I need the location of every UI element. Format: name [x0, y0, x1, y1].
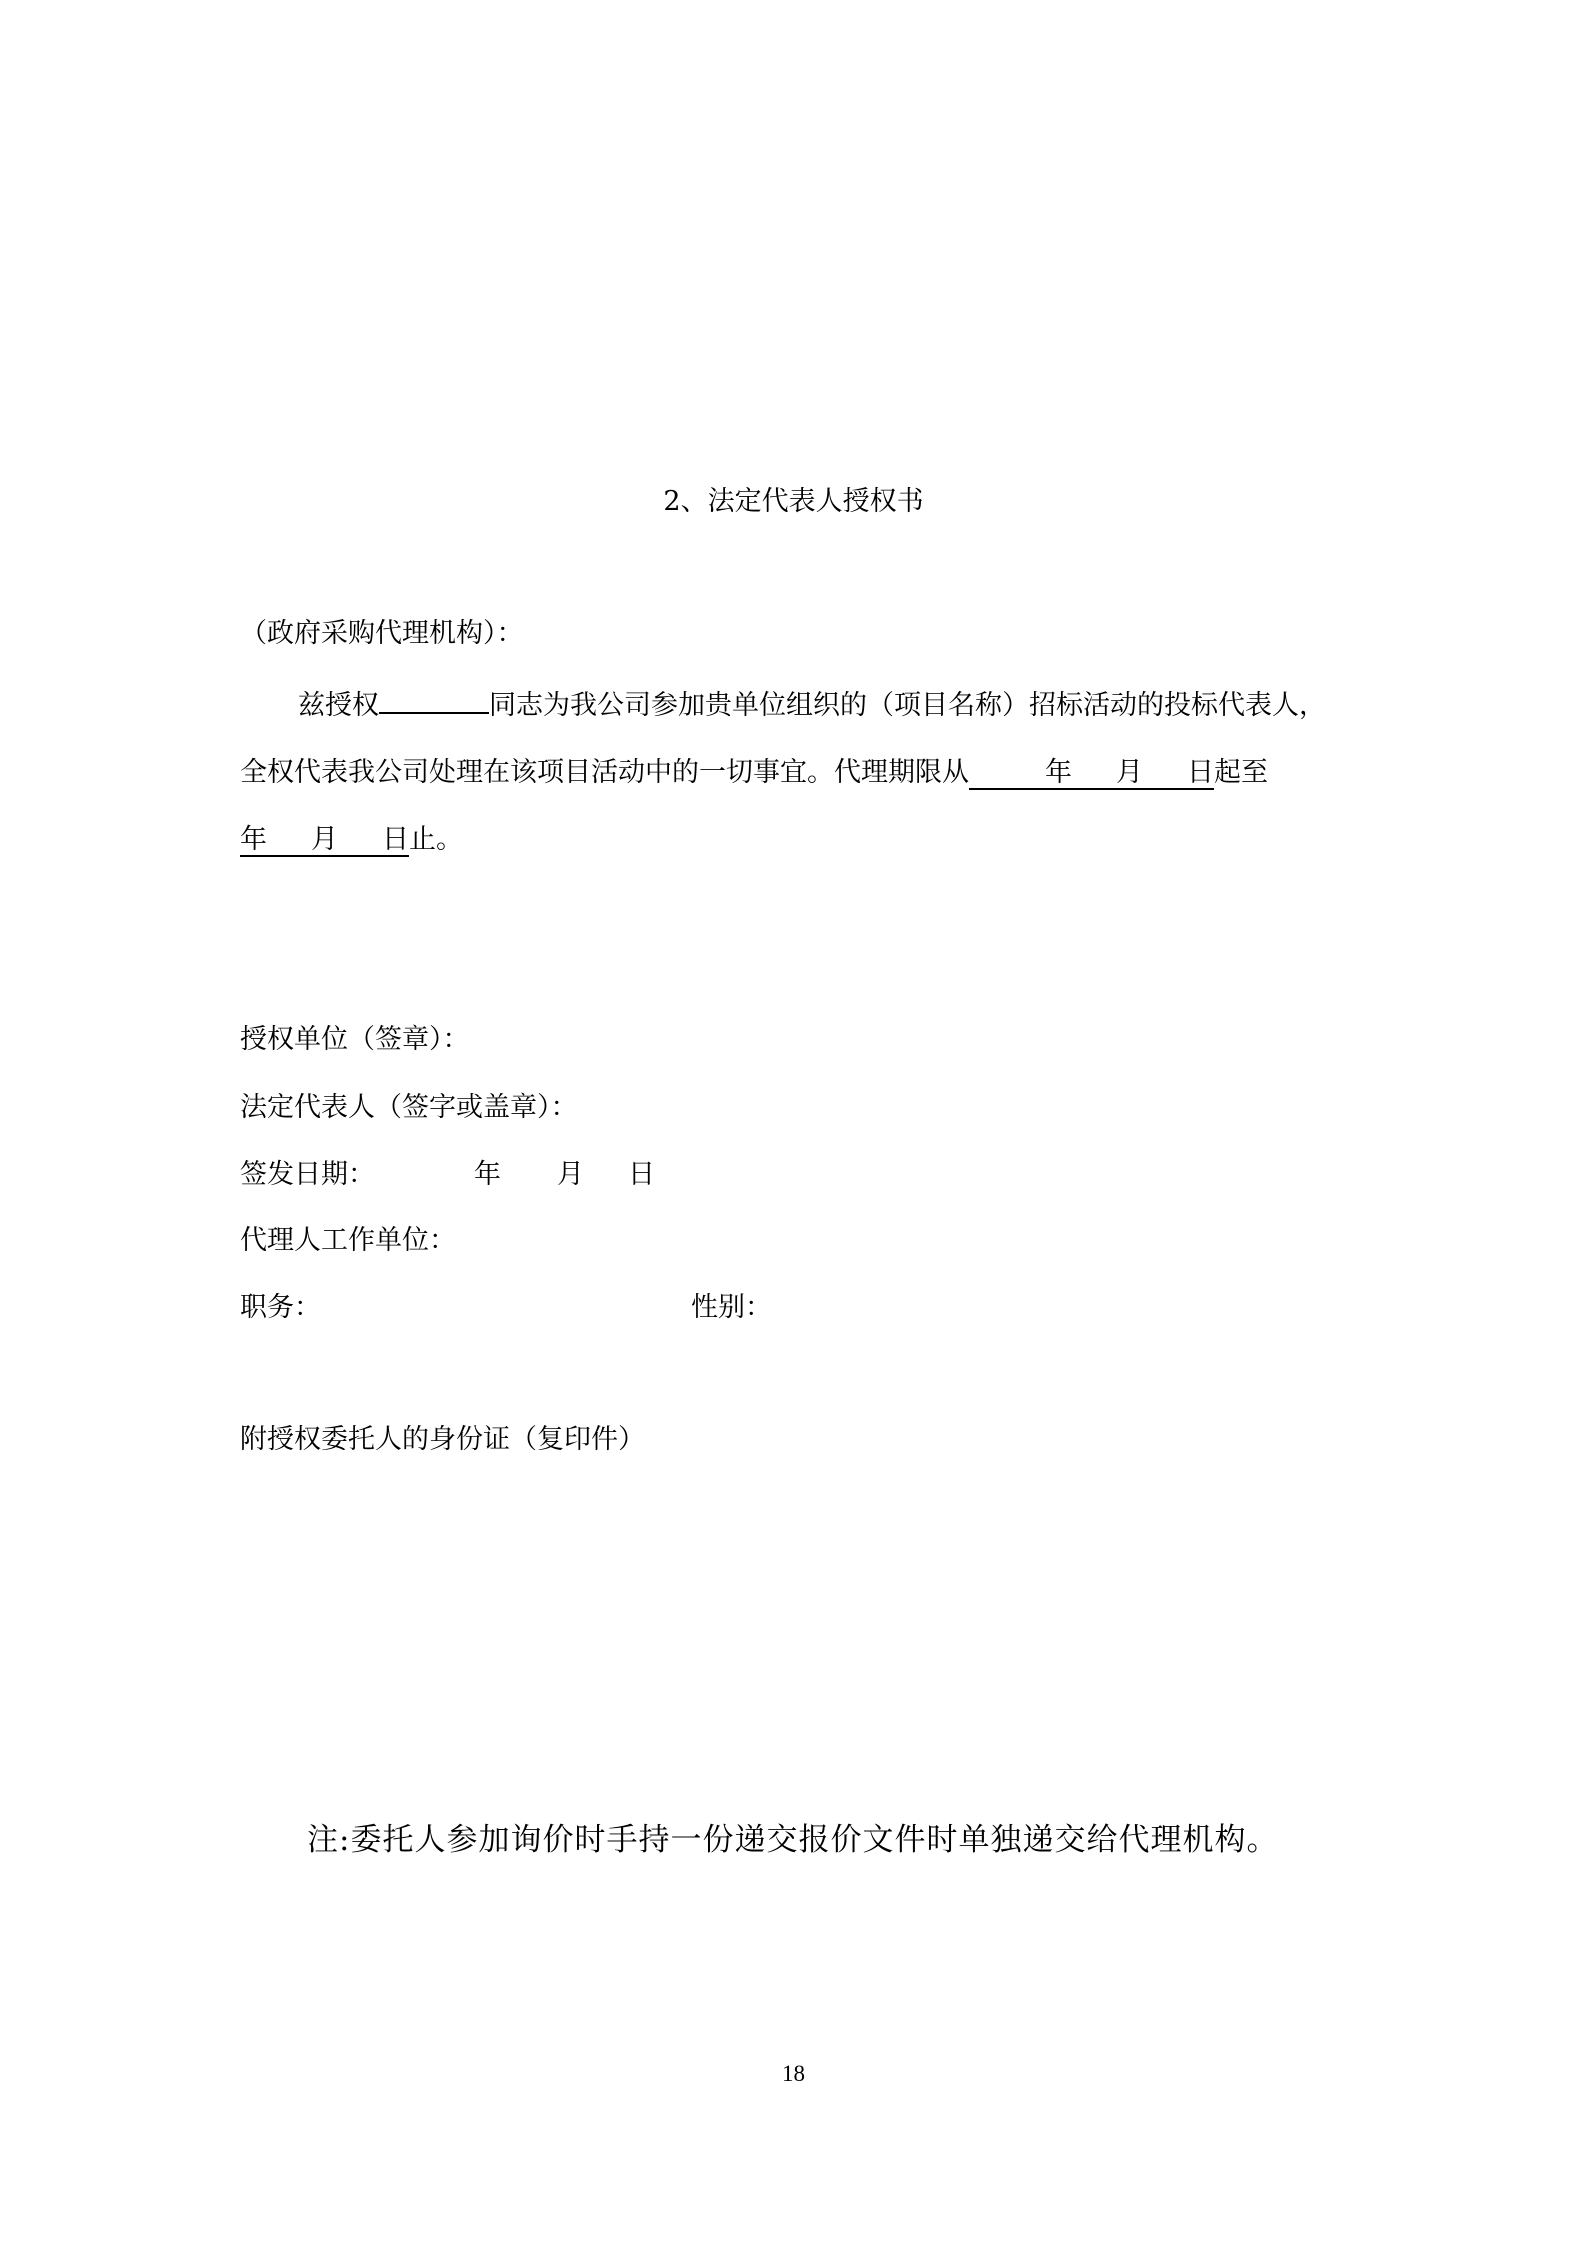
- start-year-label: 年: [1045, 757, 1072, 788]
- body-line-2-prefix: 全权代表我公司处理在该项目活动中的一切事宜。代理期限从: [240, 757, 969, 788]
- issue-date-field: [240, 1157, 655, 1193]
- issue-month-label: 月: [557, 1159, 584, 1190]
- document-title: 2、法定代表人授权书: [663, 486, 924, 517]
- attachment-note: 附授权委托人的身份证（复印件）: [240, 1424, 645, 1455]
- start-date-blank: [969, 758, 1214, 790]
- legal-rep-field: 法定代表人（签字或盖章）：: [240, 1092, 578, 1123]
- auth-unit-field: 授权单位（签章）：: [240, 1024, 470, 1055]
- delegate-name-blank: [379, 712, 489, 714]
- gender-field: 性别：: [691, 1292, 772, 1323]
- addressee: （政府采购代理机构）：: [240, 618, 524, 649]
- start-day-label: 日: [1187, 757, 1214, 788]
- footer-note: 注:委托人参加询价时手持一份递交报价文件时单独递交给代理机构。: [307, 1822, 1279, 1858]
- end-month-label: 月: [311, 824, 338, 855]
- issue-day-label: 日: [628, 1159, 655, 1190]
- end-year-label: 年: [240, 824, 267, 855]
- body-line-2: [240, 755, 1268, 791]
- page-number: 18: [782, 2061, 805, 2086]
- end-date-blank: [240, 825, 409, 857]
- issue-date-label: 签发日期：: [240, 1159, 375, 1190]
- body-line-3-suffix: 止。: [409, 824, 463, 855]
- start-month-label: 月: [1116, 757, 1143, 788]
- issue-year-label: 年: [474, 1159, 501, 1190]
- body-line-1: [298, 688, 1326, 724]
- agent-unit-field: 代理人工作单位：: [240, 1225, 456, 1256]
- body-line-2-suffix: 起至: [1214, 757, 1268, 788]
- end-day-label: 日: [382, 824, 409, 855]
- body-line-1-prefix: 兹授权: [298, 690, 379, 721]
- body-line-3: [240, 822, 463, 858]
- position-field: 职务：: [240, 1292, 321, 1323]
- body-line-1-suffix: 同志为我公司参加贵单位组织的（项目名称）招标活动的投标代表人，: [489, 690, 1326, 721]
